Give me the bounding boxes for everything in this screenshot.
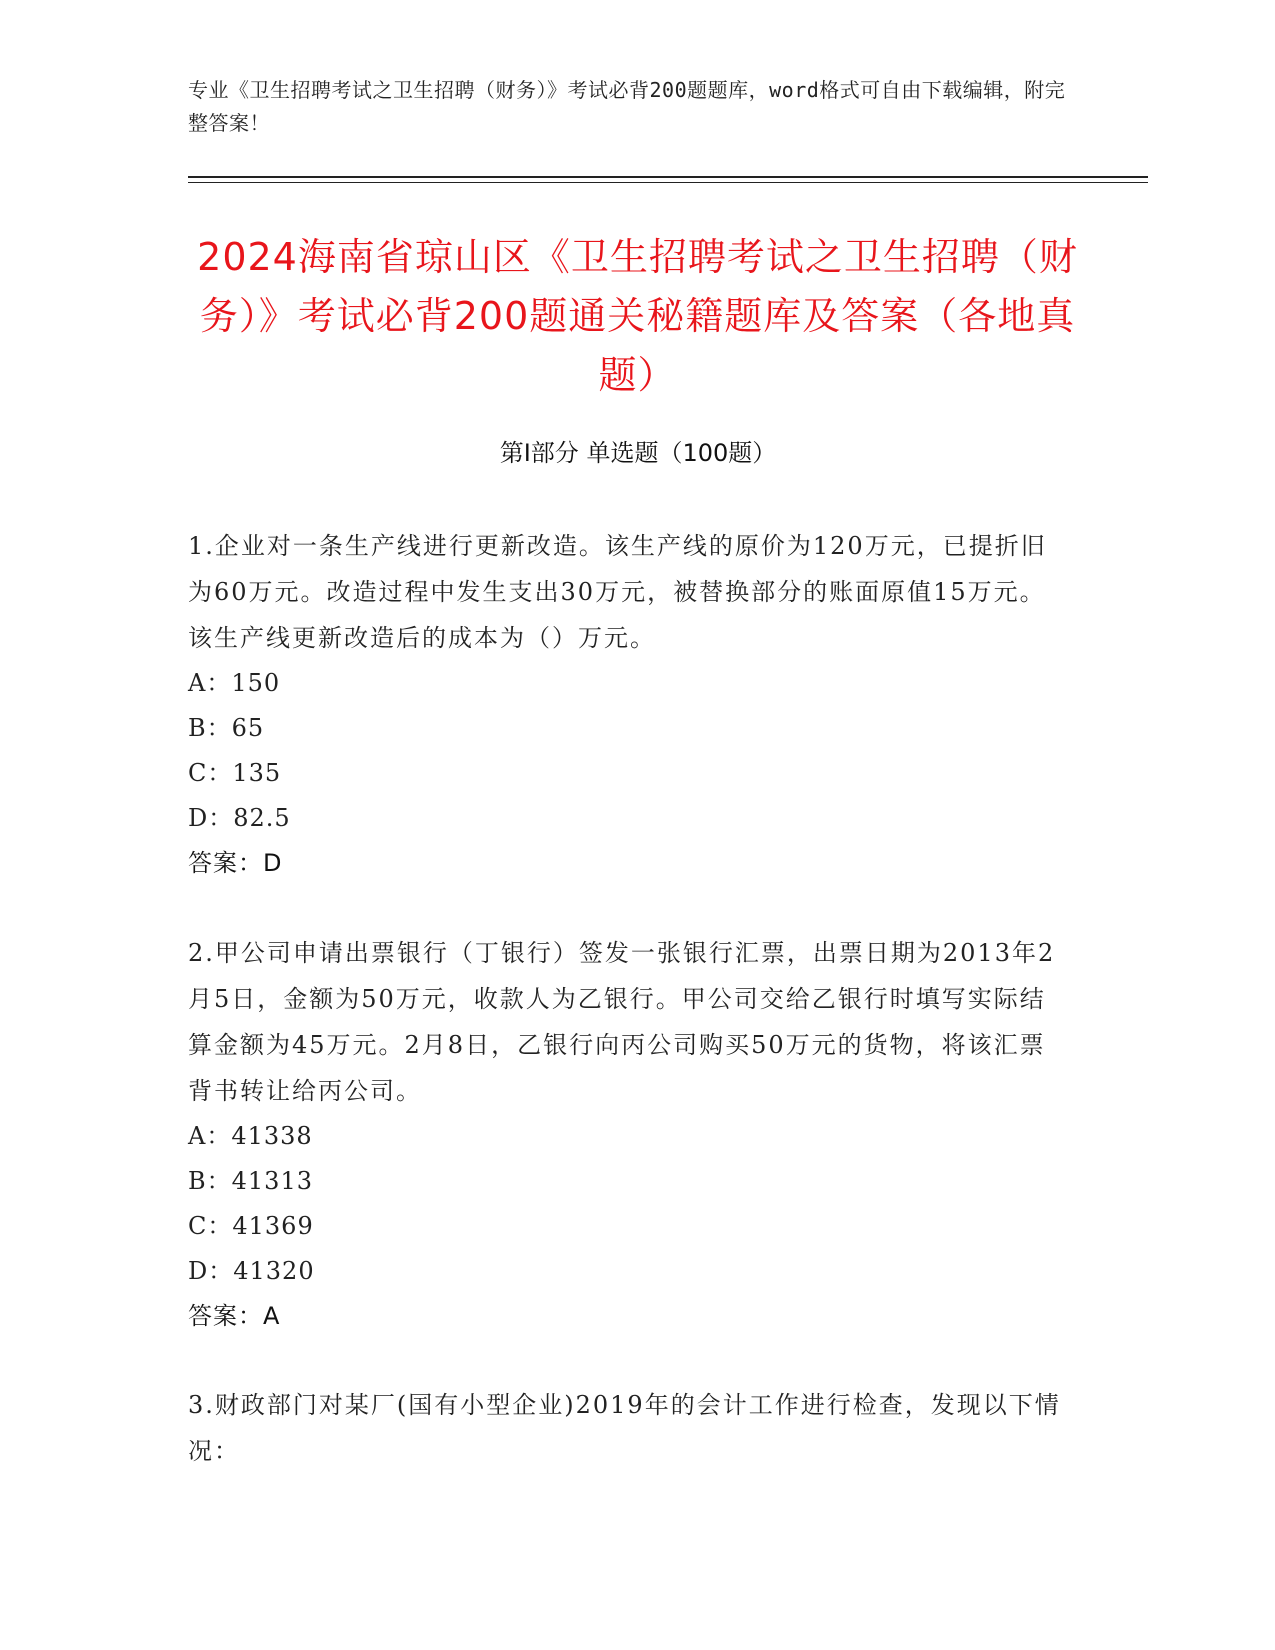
question-1 xyxy=(188,523,1068,886)
header-divider-thin xyxy=(188,182,1148,183)
question-stem: 2.甲公司申请出票银行（丁银行）签发一张银行汇票，出票日期为2013年2月5日，金额为50万元，收款人为乙银行。甲公司交给乙银行时填写实际结算金额为45万元。2月8日，乙银行向丙公司购买50万元的货物，将该汇票背书转让给丙公司。 xyxy=(188,939,1056,1105)
option-b: B：41313 xyxy=(188,1167,313,1195)
question-stem: 1.企业对一条生产线进行更新改造。该生产线的原价为120万元，已提折旧为60万元。改造过程中发生支出30万元，被替换部分的账面原值15万元。该生产线更新改造后的成本为（）万元。 xyxy=(188,532,1047,652)
question-3 xyxy=(188,1382,1068,1474)
option-a: A：41338 xyxy=(188,1122,313,1150)
option-d: D：82.5 xyxy=(188,804,291,832)
option-b: B：65 xyxy=(188,714,265,742)
document-title: 2024海南省琼山区《卫生招聘考试之卫生招聘（财务）》考试必背200题通关秘籍题库及答案（各地真题） xyxy=(197,235,1078,397)
question-stem: 3.财政部门对某厂(国有小型企业)2019年的会计工作进行检查，发现以下情况： xyxy=(188,1391,1061,1465)
option-a: A：150 xyxy=(188,669,281,697)
header-note: 专业《卫生招聘考试之卫生招聘（财务）》考试必背200题题库，word格式可自由下载编辑，附完整答案！ xyxy=(188,78,1066,135)
question-2 xyxy=(188,930,1068,1339)
header-divider-thick xyxy=(188,176,1148,178)
answer: 答案：D xyxy=(188,849,283,877)
option-c: C：135 xyxy=(188,759,282,787)
option-d: D：41320 xyxy=(188,1257,315,1285)
option-c: C：41369 xyxy=(188,1212,314,1240)
answer: 答案：A xyxy=(188,1302,281,1330)
section-title: 第Ⅰ部分 单选题（100题） xyxy=(499,439,777,467)
